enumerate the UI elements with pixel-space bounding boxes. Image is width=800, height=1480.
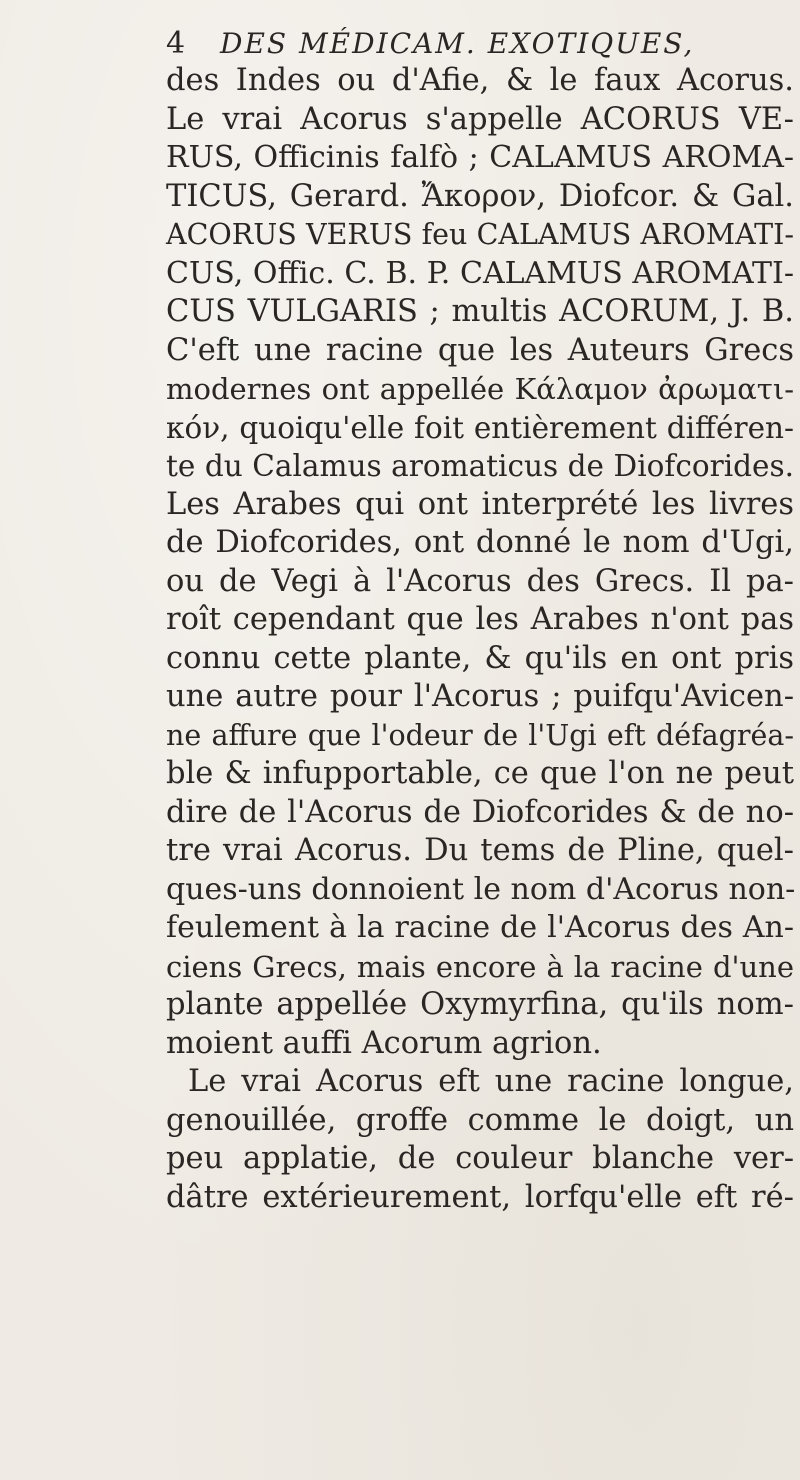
text-line: κόν, quoiqu'elle foit entièrement différen- xyxy=(166,410,794,445)
page-number: 4 xyxy=(166,26,187,61)
text-line: connu cette plante, & qu'ils en ont pris xyxy=(166,640,794,676)
text-line: C'eft une racine que les Auteurs Grecs xyxy=(166,332,794,368)
text-line: moient auffi Acorum agrion. xyxy=(166,1025,602,1061)
text-line: feulement à la racine de l'Acorus des An- xyxy=(166,910,794,945)
text-line: ne affure que l'odeur de l'Ugi eft défagréa- xyxy=(166,718,794,752)
text-line: ciens Grecs, mais encore à la racine d'une xyxy=(166,949,794,984)
text-line: te du Calamus aromaticus de Diofcorides. xyxy=(166,449,794,483)
text-line: ACORUS VERUS feu CALAMUS AROMATI- xyxy=(166,218,794,251)
text-line: tre vrai Acorus. Du tems de Pline, quel- xyxy=(166,833,794,868)
text-line: TICUS, Gerard. Ἄκορον, Diofcor. & Gal. xyxy=(166,178,794,214)
text-line: plante appellée Oxymyrfina, qu'ils nom- xyxy=(166,987,794,1022)
text-line: dire de l'Acorus de Diofcorides & de no- xyxy=(166,794,794,830)
text-line: peu applatie, de couleur blanche ver- xyxy=(166,1141,794,1176)
text-line: une autre pour l'Acorus ; puifqu'Avicen- xyxy=(166,679,794,714)
text-line: CUS VULGARIS ; multis ACORUM, J. B. xyxy=(166,294,794,329)
text-line: des Indes ou d'Afie, & le faux Acorus. xyxy=(166,63,794,98)
running-header xyxy=(166,26,794,62)
text-line: ble & infupportable, ce que l'on ne peut xyxy=(166,756,794,791)
text-line: modernes ont appellée Κάλαμον ἀρωματι- xyxy=(166,372,794,406)
text-line: ques-uns donnoient le nom d'Acorus non- xyxy=(166,871,796,907)
text-line: genouillée, groffe comme le doigt, un xyxy=(166,1102,794,1138)
text-line: ou de Vegi à l'Acorus des Grecs. Il pa- xyxy=(166,563,794,599)
text-line: CUS, Offic. C. B. P. CALAMUS AROMATI- xyxy=(166,255,794,291)
text-line: Les Arabes qui ont interprété les livres xyxy=(166,486,794,522)
text-line: RUS, Officinis falfò ; CALAMUS AROMA- xyxy=(166,140,794,175)
text-line: de Diofcorides, ont donné le nom d'Ugi, xyxy=(166,525,794,560)
text-line: Le vrai Acorus eft une racine longue, xyxy=(188,1064,794,1099)
page-text xyxy=(166,26,794,1217)
text-line: Le vrai Acorus s'appelle ACORUS VE- xyxy=(166,101,794,137)
running-head-title: DES MÉDICAM. EXOTIQUES, xyxy=(220,27,695,60)
text-line: roît cependant que les Arabes n'ont pas xyxy=(166,602,794,637)
text-line: dâtre extérieurement, lorfqu'elle eft ré- xyxy=(166,1179,794,1215)
